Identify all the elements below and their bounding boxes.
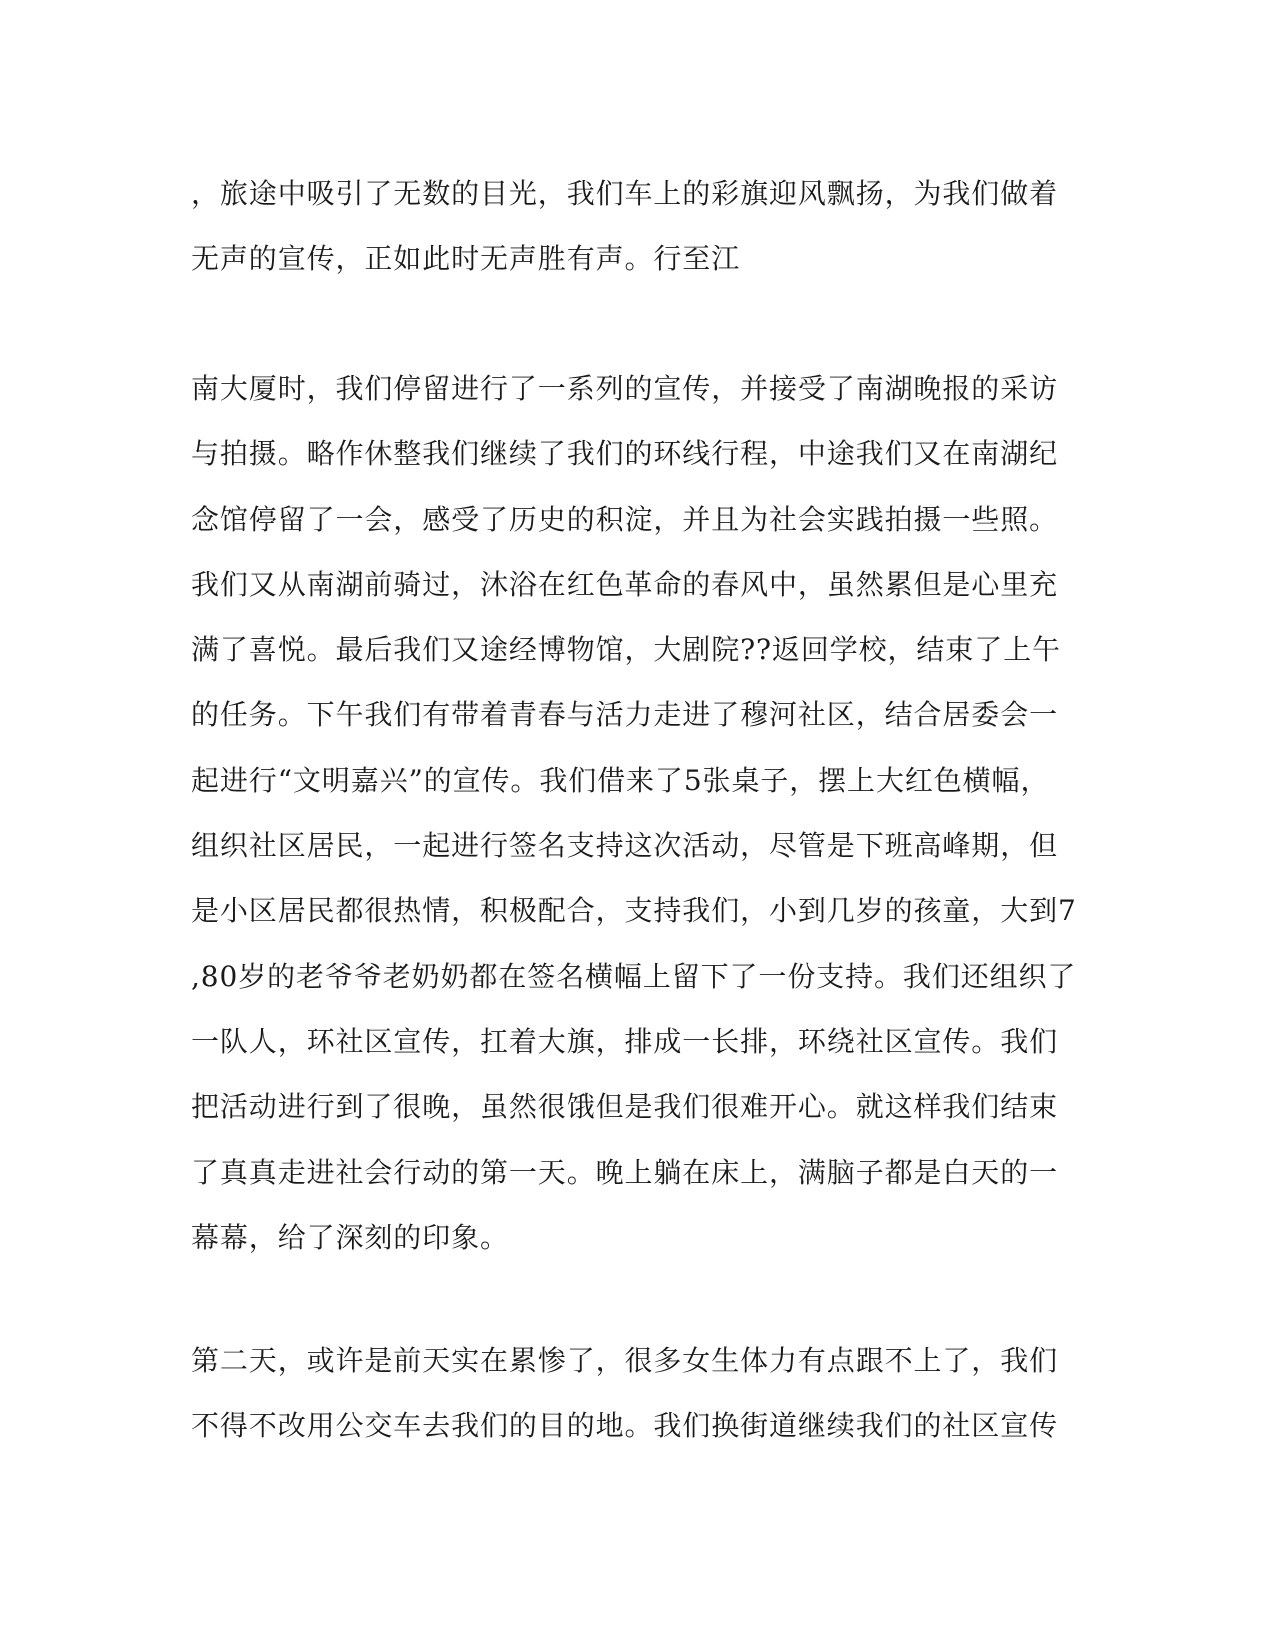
text-line: 无声的宣传，正如此时无声胜有声。行至江	[191, 242, 741, 276]
paragraph-1	[191, 161, 1091, 292]
text-line: 组织社区居民，一起进行签名支持这次活动，尽管是下班高峰期，但	[191, 829, 1059, 863]
text-line: 一队人，环社区宣传，扛着大旗，排成一长排，环绕社区宣传。我们	[191, 1024, 1059, 1058]
text-line: 我们又从南湖前骑过，沐浴在红色革命的春风中，虽然累但是心里充	[191, 567, 1059, 601]
text-line: 不得不改用公交车去我们的目的地。我们换街道继续我们的社区宣传	[191, 1409, 1059, 1443]
text-line: 幕幕，给了深刻的印象。	[191, 1220, 509, 1254]
paragraph-2	[191, 356, 1091, 1270]
text-line: 与拍摄。略作休整我们继续了我们的环线行程，中途我们又在南湖纪	[191, 437, 1059, 471]
text-line: 满了喜悦。最后我们又途经博物馆，大剧院??返回学校，结束了上午	[191, 633, 1061, 667]
text-line: ,80岁的老爷爷老奶奶都在签名横幅上留下了一份支持。我们还组织了	[191, 959, 1077, 993]
text-line: 念馆停留了一会，感受了历史的积淀，并且为社会实践拍摄一些照。	[191, 502, 1059, 536]
text-line: 了真真走进社会行动的第一天。晚上躺在床上，满脑子都是白天的一	[191, 1155, 1059, 1189]
text-line: 的任务。下午我们有带着青春与活力走进了穆河社区，结合居委会一	[191, 698, 1059, 732]
paragraph-3	[191, 1328, 1091, 1459]
text-line: 把活动进行到了很晚，虽然很饿但是我们很难开心。就这样我们结束	[191, 1090, 1059, 1124]
text-line: ，旅途中吸引了无数的目光，我们车上的彩旗迎风飘扬，为我们做着	[191, 177, 1059, 210]
text-line: 起进行“文明嘉兴”的宣传。我们借来了5张桌子，摆上大红色横幅，	[191, 763, 1050, 797]
text-line: 第二天，或许是前天实在累惨了，很多女生体力有点跟不上了，我们	[191, 1344, 1059, 1377]
text-line: 南大厦时，我们停留进行了一系列的宣传，并接受了南湖晚报的采访	[191, 372, 1059, 405]
text-line: 是小区居民都很热情，积极配合，支持我们，小到几岁的孩童，大到7	[191, 894, 1077, 928]
